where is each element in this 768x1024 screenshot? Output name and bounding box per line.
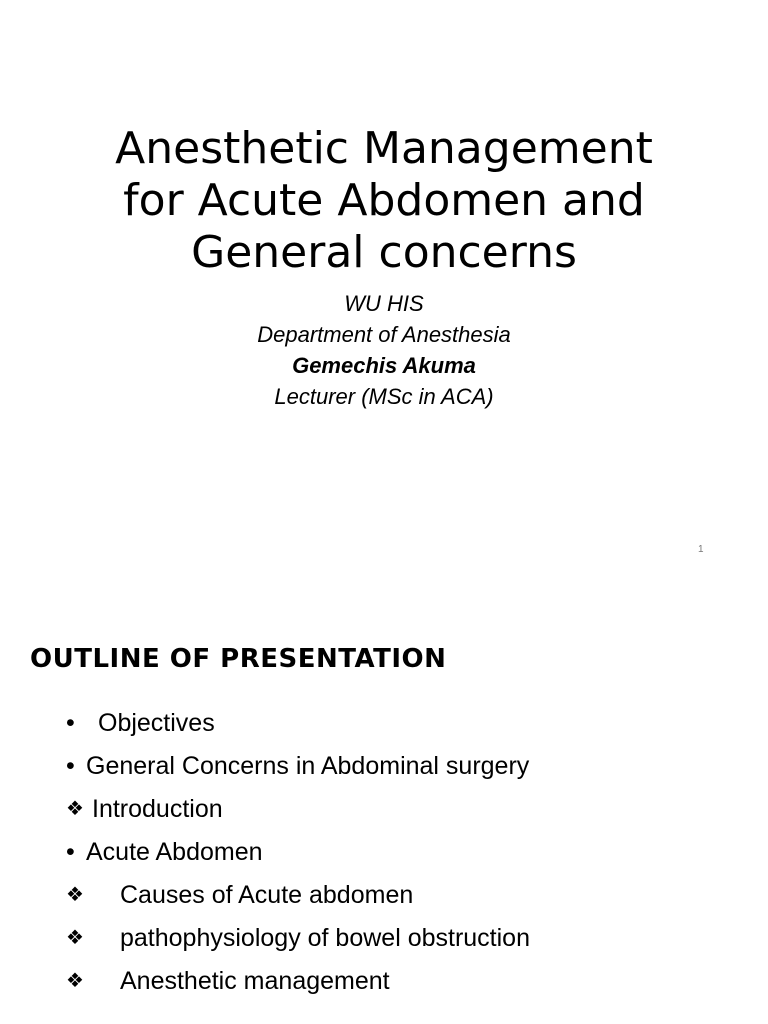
presenter-info xyxy=(0,288,768,412)
author-role: Lecturer (MSc in ACA) xyxy=(274,384,494,409)
list-item xyxy=(66,960,746,1003)
list-item-text: pathophysiology of bowel obstruction xyxy=(120,924,530,952)
page-number: 1 xyxy=(698,544,704,555)
title-line: General concerns xyxy=(191,227,577,279)
author-name: Gemechis Akuma xyxy=(292,353,476,378)
diamond-bullet-icon: ❖ xyxy=(66,970,84,992)
list-item-text: General Concerns in Abdominal surgery xyxy=(86,752,530,780)
title-line: Anesthetic Management xyxy=(115,123,653,175)
bullet-icon: • xyxy=(66,838,75,866)
list-item xyxy=(66,831,746,874)
list-item-text: Introduction xyxy=(92,795,223,823)
diamond-bullet-icon: ❖ xyxy=(66,798,84,820)
list-item xyxy=(66,917,746,960)
list-item-text: Acute Abdomen xyxy=(86,838,263,866)
department: Department of Anesthesia xyxy=(257,322,511,347)
bullet-icon: • xyxy=(66,752,75,780)
list-item-text: Anesthetic management xyxy=(120,967,390,995)
list-item-text: Objectives xyxy=(98,709,215,737)
institution: WU HIS xyxy=(344,291,424,316)
list-item xyxy=(66,788,746,831)
title-line: for Acute Abdomen and xyxy=(123,175,645,227)
list-item xyxy=(66,702,746,745)
list-item xyxy=(66,874,746,917)
diamond-bullet-icon: ❖ xyxy=(66,884,84,906)
diamond-bullet-icon: ❖ xyxy=(66,927,84,949)
slide-title xyxy=(40,123,728,279)
list-item-text: Causes of Acute abdomen xyxy=(120,881,414,909)
bullet-icon: • xyxy=(66,709,75,737)
outline-heading: OUTLINE OF PRESENTATION xyxy=(30,644,447,674)
outline-slide xyxy=(0,580,768,1024)
outline-list xyxy=(66,702,746,1003)
list-item xyxy=(66,745,746,788)
